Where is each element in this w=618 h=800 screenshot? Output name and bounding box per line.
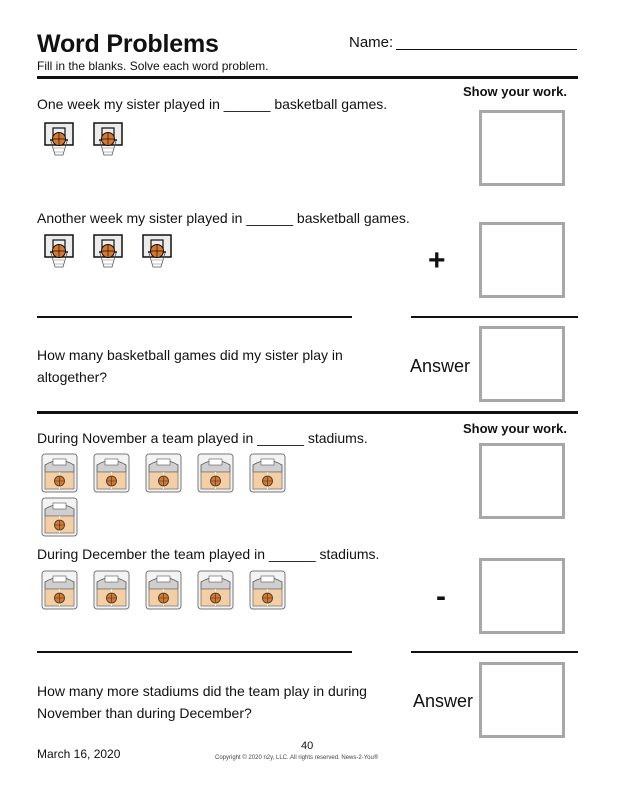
answer-divider-left	[37, 316, 352, 318]
page-number: 40	[301, 740, 314, 752]
problem1-question	[37, 344, 343, 388]
basketball-hoop-icon	[93, 122, 123, 163]
name-label: Name:	[349, 34, 394, 51]
basketball-hoop-icon	[44, 122, 74, 163]
answer-divider-right	[411, 316, 578, 318]
question-line: How many more stadiums did the team play in during	[37, 683, 367, 699]
copyright: Copyright © 2020 n2y, LLC. All rights reserved. News-2-You®	[215, 755, 379, 761]
problem1-line2: Another week my sister played in ______ basketball games.	[37, 210, 410, 226]
answer-divider-left	[37, 651, 352, 653]
basketball-stadium-icon	[41, 453, 78, 498]
problem1-hoop-row2	[44, 234, 172, 275]
problem2-stadium-row2	[41, 570, 286, 615]
basketball-hoop-icon	[44, 234, 74, 275]
problem1-hoop-row1	[44, 122, 123, 163]
instructions: Fill in the blanks. Solve each word problem.	[37, 59, 269, 73]
problem1-line1: One week my sister played in ______ basketball games.	[37, 96, 388, 112]
problem2-line2: During December the team played in ______ stadiums.	[37, 546, 380, 562]
page-title: Word Problems	[37, 30, 219, 58]
problem2-stadium-row1-cont	[41, 497, 78, 542]
answer-label: Answer	[410, 356, 471, 376]
basketball-hoop-icon	[142, 234, 172, 275]
work-box[interactable]	[479, 558, 565, 634]
answer-box[interactable]	[479, 326, 565, 402]
problem2-question	[37, 680, 367, 724]
header-divider	[37, 76, 578, 79]
answer-label: Answer	[413, 691, 474, 711]
basketball-hoop-icon	[93, 234, 123, 275]
work-box[interactable]	[479, 443, 565, 519]
question-line: November than during December?	[37, 705, 252, 721]
basketball-stadium-icon	[93, 453, 130, 498]
basketball-stadium-icon	[249, 453, 286, 498]
problem2-line1: During November a team played in ______ stadiums.	[37, 430, 368, 446]
basketball-stadium-icon	[249, 570, 286, 615]
problem2-stadium-row1	[41, 453, 286, 498]
footer-date: March 16, 2020	[37, 747, 121, 761]
work-box[interactable]	[479, 110, 565, 186]
answer-divider-right	[411, 651, 578, 653]
question-line: How many basketball games did my sister play in	[37, 347, 343, 363]
basketball-stadium-icon	[145, 453, 182, 498]
work-box[interactable]	[479, 222, 565, 298]
basketball-stadium-icon	[41, 497, 78, 542]
show-work-label: Show your work.	[463, 84, 568, 99]
minus-operator: -	[436, 580, 446, 613]
basketball-stadium-icon	[41, 570, 78, 615]
basketball-stadium-icon	[197, 453, 234, 498]
basketball-stadium-icon	[93, 570, 130, 615]
question-line: altogether?	[37, 369, 108, 385]
show-work-label: Show your work.	[463, 421, 568, 436]
basketball-stadium-icon	[145, 570, 182, 615]
basketball-stadium-icon	[197, 570, 234, 615]
section-divider	[37, 411, 578, 414]
name-line[interactable]	[396, 49, 577, 50]
plus-operator: +	[428, 244, 446, 277]
answer-box[interactable]	[479, 662, 565, 738]
